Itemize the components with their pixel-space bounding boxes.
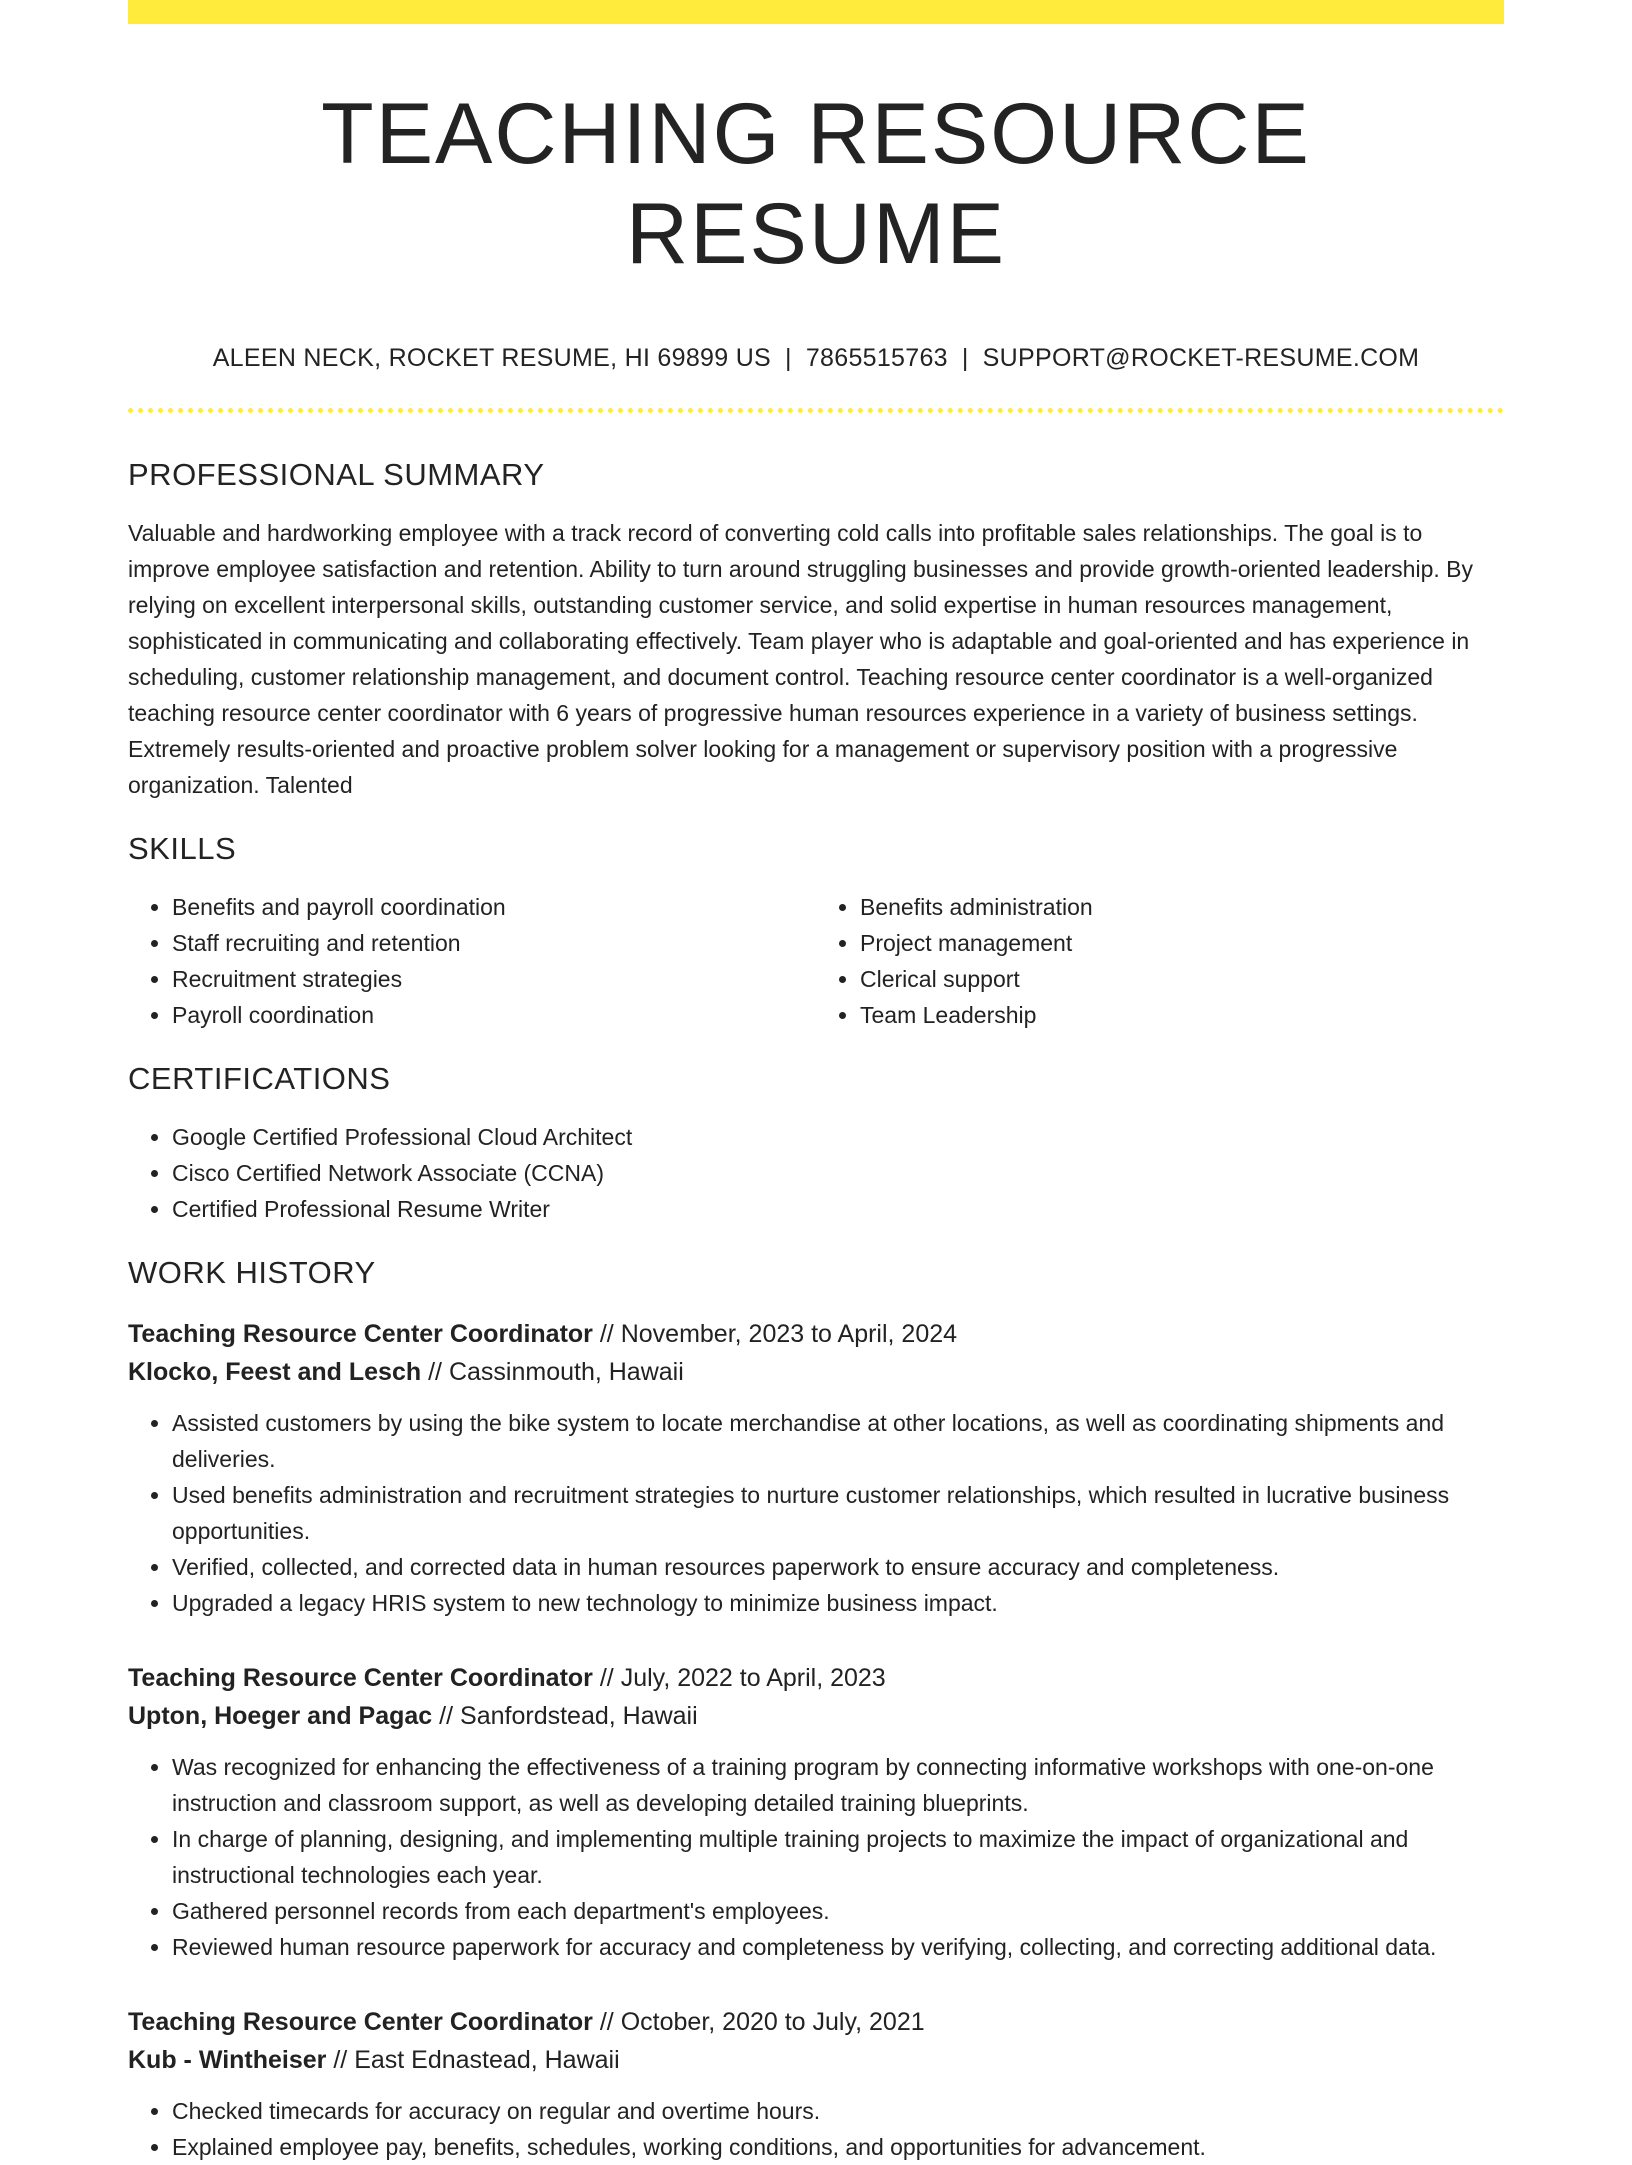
job-bullet: • Used benefits administration and recruitment strategies to nurture customer relationships, which resulted in lucrative business opportunities.	[172, 1477, 1504, 1549]
job-bullet: • Gathered personnel records from each department's employees.	[172, 1893, 1504, 1929]
certification-item: • Cisco Certified Network Associate (CCNA)	[172, 1155, 1504, 1191]
job-bullets	[128, 2093, 1504, 2165]
skill-item: • Payroll coordination	[172, 997, 816, 1033]
contact-line	[128, 342, 1504, 374]
contact-email: SUPPORT@ROCKET-RESUME.COM	[982, 344, 1420, 372]
job-separator: //	[439, 1702, 454, 1730]
contact-separator: |	[961, 344, 969, 372]
resume-page	[128, 0, 1504, 2165]
job-entry	[128, 1659, 1504, 1965]
job-location: Sanfordstead, Hawaii	[460, 1702, 698, 1730]
dotted-divider	[128, 408, 1504, 413]
job-bullet: • Checked timecards for accuracy on regular and overtime hours.	[172, 2093, 1504, 2129]
skill-item: • Benefits administration	[860, 889, 1504, 925]
skill-item: • Clerical support	[860, 961, 1504, 997]
job-location: Cassinmouth, Hawaii	[448, 1358, 684, 1386]
certifications-heading: CERTIFICATIONS	[128, 1061, 391, 1096]
summary-heading: PROFESSIONAL SUMMARY	[128, 457, 545, 492]
job-company: Kub - Wintheiser	[128, 2046, 327, 2074]
job-bullets	[128, 1405, 1504, 1621]
job-bullet: • Upgraded a legacy HRIS system to new technology to minimize business impact.	[172, 1585, 1504, 1621]
job-company: Upton, Hoeger and Pagac	[128, 1702, 433, 1730]
skill-item: • Recruitment strategies	[172, 961, 816, 997]
job-company-line	[128, 2041, 1504, 2079]
job-separator: //	[599, 1664, 614, 1692]
job-separator: //	[599, 1320, 614, 1348]
job-bullet: • Assisted customers by using the bike system to locate merchandise at other locations, as well as coordinating shipments and deliveries.	[172, 1405, 1504, 1477]
certification-item: • Google Certified Professional Cloud Architect	[172, 1119, 1504, 1155]
skills-column-left	[128, 889, 816, 1033]
job-title: Teaching Resource Center Coordinator	[128, 2008, 593, 2036]
job-entry	[128, 2003, 1504, 2165]
contact-phone: 7865515763	[805, 344, 948, 372]
summary-text: Valuable and hardworking employee with a track record of converting cold calls into profitable sales relationships. The goal is to improve employee satisfaction and retention. Ability to turn around struggling businesses and provide growth-oriented leadership. By relying on excellent interpersonal skills, outstanding customer service, and solid expertise in human resources management, sophisticated in communicating and collaborating effectively. Team player who is adaptable and goal-oriented and has experience in scheduling, customer relationship management, and document control. Teaching resource center coordinator is a well-organized teaching resource center coordinator with 6 years of progressive human resources experience in a variety of business settings. Extremely results-oriented and proactive problem solver looking for a management or supervisory position with a progressive organization. Talented	[128, 520, 1473, 798]
job-entry	[128, 1315, 1504, 1621]
skills-list	[128, 889, 1504, 1033]
job-title: Teaching Resource Center Coordinator	[128, 1320, 593, 1348]
skills-column-right	[816, 889, 1504, 1033]
job-separator: //	[428, 1358, 442, 1386]
accent-bar	[128, 0, 1504, 24]
job-title-line	[128, 2003, 1504, 2041]
job-company-line	[128, 1353, 1504, 1391]
job-dates: November, 2023 to April, 2024	[620, 1320, 958, 1348]
job-dates: July, 2022 to April, 2023	[620, 1664, 886, 1692]
job-separator: //	[599, 2008, 614, 2036]
work-history-heading: WORK HISTORY	[128, 1255, 376, 1290]
certification-item: • Certified Professional Resume Writer	[172, 1191, 1504, 1227]
job-bullet: • Reviewed human resource paperwork for accuracy and completeness by verifying, collecting, and correcting additional data.	[172, 1929, 1504, 1965]
job-separator: //	[333, 2046, 348, 2074]
contact-separator: |	[785, 344, 792, 372]
job-bullet: • Verified, collected, and corrected data in human resources paperwork to ensure accuracy and completeness.	[172, 1549, 1504, 1585]
job-bullet: • In charge of planning, designing, and implementing multiple training projects to maximize the impact of organizational and instructional technologies each year.	[172, 1821, 1504, 1893]
job-title-line	[128, 1659, 1504, 1697]
job-bullets	[128, 1749, 1504, 1965]
contact-address: ALEEN NECK, ROCKET RESUME, HI 69899 US	[212, 344, 772, 372]
job-title: Teaching Resource Center Coordinator	[128, 1664, 593, 1692]
skill-item: • Team Leadership	[860, 997, 1504, 1033]
job-company-line	[128, 1697, 1504, 1735]
skill-item: • Staff recruiting and retention	[172, 925, 816, 961]
job-dates: October, 2020 to July, 2021	[620, 2008, 925, 2036]
job-bullet: • Was recognized for enhancing the effectiveness of a training program by connecting informative workshops with one-on-one instruction and classroom support, as well as developing detailed training blueprints.	[172, 1749, 1504, 1821]
skills-heading: SKILLS	[128, 831, 237, 866]
resume-title: TEACHING RESOURCE RESUME	[321, 86, 1311, 282]
job-bullet: • Explained employee pay, benefits, schedules, working conditions, and opportunities for advancement.	[172, 2129, 1504, 2165]
certifications-list	[128, 1119, 1504, 1227]
skill-item: • Benefits and payroll coordination	[172, 889, 816, 925]
job-location: East Ednastead, Hawaii	[354, 2046, 620, 2074]
job-title-line	[128, 1315, 1504, 1353]
job-company: Klocko, Feest and Lesch	[128, 1358, 422, 1386]
skill-item: • Project management	[860, 925, 1504, 961]
